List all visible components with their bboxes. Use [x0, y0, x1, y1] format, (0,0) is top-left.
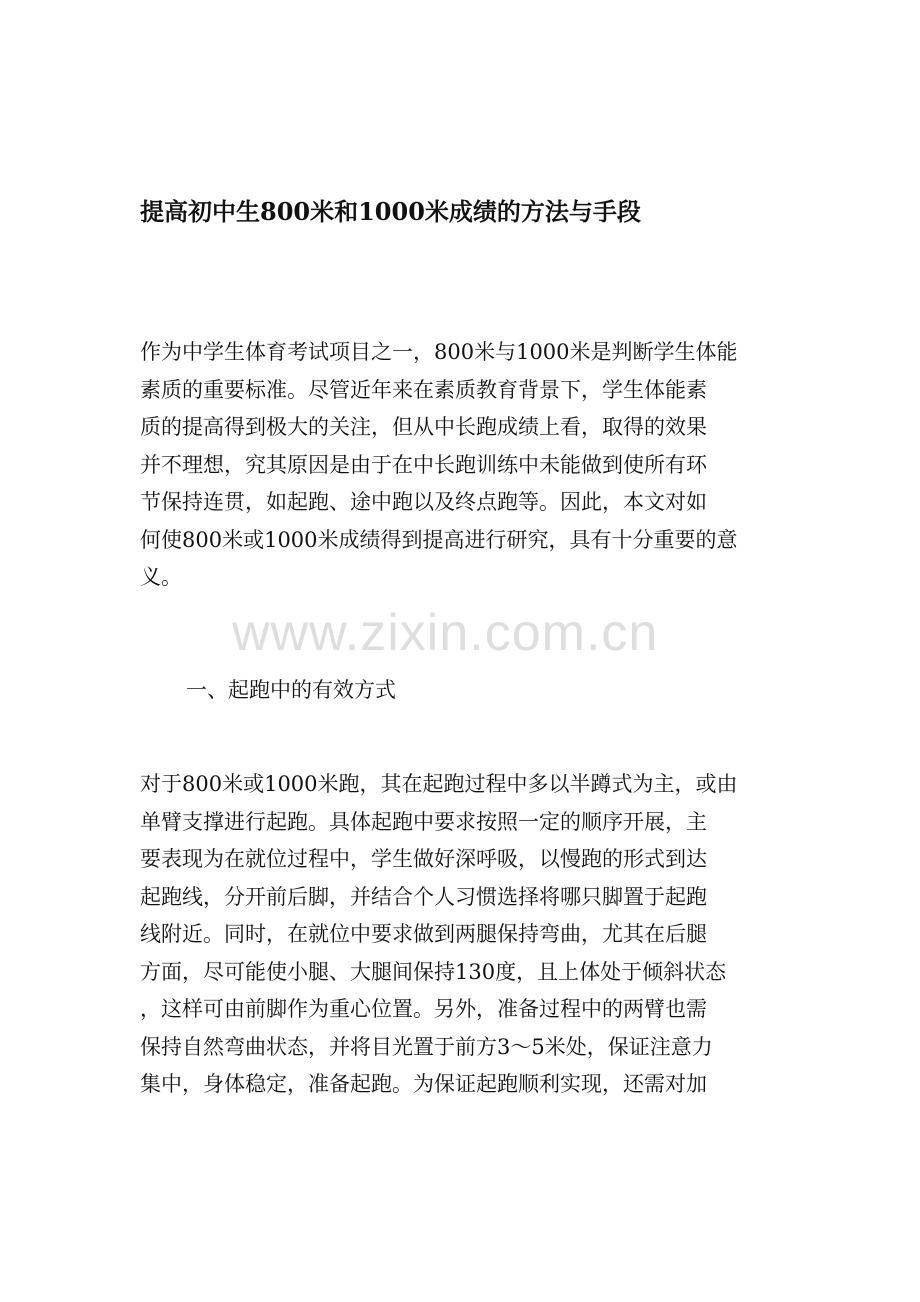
document-title: 提高初中生800米和1000米成绩的方法与手段 [140, 197, 641, 226]
text-line: 单臂支撑进行起跑。具体起跑中要求按照一定的顺序开展，主 [140, 809, 707, 834]
text-line: 线附近。同时，在就位中要求做到两腿保持弯曲，尤其在后腿 [140, 922, 707, 946]
text-line: 义。 [140, 565, 182, 589]
text-line: 质的提高得到极大的关注，但从中长跑成绩上看，取得的效果 [140, 415, 707, 439]
text-line: 保持自然弯曲状态，并将目光置于前方3～5米处，保证注意力 [140, 1034, 713, 1059]
text-line: 并不理想，究其原因是由于在中长跑训练中未能做到使所有环 [140, 452, 707, 477]
section-paragraph [140, 766, 780, 1104]
text-line: 方面，尽可能使小腿、大腿间保持130度，且上体处于倾斜状态 [140, 959, 727, 984]
intro-paragraph [140, 334, 780, 597]
text-line: 作为中学生体育考试项目之一，800米与1000米是判断学生体能 [140, 340, 738, 364]
text-line: 对于800米或1000米跑，其在起跑过程中多以半蹲式为主，或由 [140, 772, 738, 796]
text-line: 起跑线，分开前后脚，并结合个人习惯选择将哪只脚置于起跑 [140, 884, 707, 909]
text-line: ，这样可由前脚作为重心位置。另外，准备过程中的两臂也需 [140, 997, 707, 1021]
text-line: 要表现为在就位过程中，学生做好深呼吸，以慢跑的形式到达 [140, 847, 707, 871]
text-line: 素质的重要标准。尽管近年来在素质教育背景下，学生体能素 [140, 377, 707, 402]
watermark: www.zixin.com.cn [232, 604, 659, 662]
section-heading: 一、起跑中的有效方式 [186, 678, 396, 702]
text-line: 何使800米或1000米成绩得到提高进行研究，具有十分重要的意 [140, 527, 738, 552]
text-line: 集中，身体稳定，准备起跑。为保证起跑顺利实现，还需对加 [140, 1072, 707, 1096]
text-line: 节保持连贯，如起跑、途中跑以及终点跑等。因此，本文对如 [140, 490, 707, 514]
